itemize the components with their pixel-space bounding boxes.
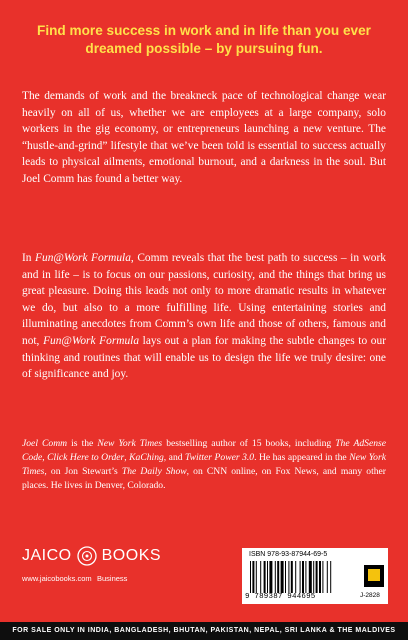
book-category: Business [97,574,128,583]
publisher-emblem-icon [77,546,97,566]
author-bio [22,437,386,493]
isbn-text: ISBN 978-93-87944-69-5 [249,551,328,558]
bio-text: is the [67,438,98,449]
bio-italic: New York Times [22,452,386,477]
description-paragraph-1: The demands of work and the breakneck pace of technological change wear heavily on all of us, whether we are employees at a large company, solo workers in the gig economy, or entrepreneurs launching a new venture. The “hustle-and-grind” lifestyle that we’ve been told is essential to success actually leads to physical ailments, emotional burnout, and a darkness in the soul. But Joel Comm has found a better way. [22,90,386,185]
bio-book-title: Click Here to Order [47,452,125,463]
bio-text: , [124,452,130,463]
headline: Find more success in work and in life than you ever dreamed possible – by pursuing fun. [37,23,371,56]
p2-end: lays out a plan for making the subtle changes to our thinking and routines that will enable us to design the life we truly desire: one of significance and joy. [22,334,386,381]
bio-book-title: Twitter Power 3.0 [185,452,255,463]
bio-text: . He has appeared in the [254,452,350,463]
publisher-logo [22,546,161,566]
book-title: Fun@Work Formula [43,334,140,347]
sales-territory-bar: FOR SALE ONLY IN INDIA, BANGLADESH, BHUTAN, PAKISTAN, NEPAL, SRI LANKA & THE MALDIVES [0,622,408,640]
p2-intro: In [22,252,36,264]
catalog-code: J-2828 [360,592,380,599]
publisher-badge-icon [364,565,384,587]
bio-book-title: KaChing [129,452,164,463]
author-name: Joel Comm [22,438,68,449]
p2-middle: , Comm reveals that the best path to success – in work and in life – is to focus on our passions, curiosity, and the things that bring us great pleasure. Doing this leads not only to more dramatic results in whatever we do, but also to a more fulfilling life. Using entertaining stories and illuminating anecdotes from Comm’s own life and those of others, famous and not, [22,252,386,347]
publisher-name-left: JAICO [22,547,72,564]
publisher-url: www.jaicobooks.com [22,574,92,583]
bio-text: , on CNN online, on Fox News, and many other places. He lives in Denver, Colorado. [22,466,386,491]
bio-text: bestselling author of 15 books, including [162,438,336,449]
bio-text: , and [163,452,186,463]
publisher-name-right: BOOKS [101,547,162,564]
barcode-panel [242,548,388,604]
bio-text: , on Jon Stewart’s [44,466,122,477]
bio-text: , [42,452,48,463]
bio-show-title: The Daily Show [121,466,187,477]
description-paragraph-2 [22,250,386,383]
book-title: Fun@Work Formula [35,252,131,264]
barcode-bars [250,561,354,593]
bio-book-title: The AdSense Code [22,438,386,463]
barcode-digits: 9 789387 944695 [245,593,316,601]
bio-italic: New York Times [97,438,163,449]
